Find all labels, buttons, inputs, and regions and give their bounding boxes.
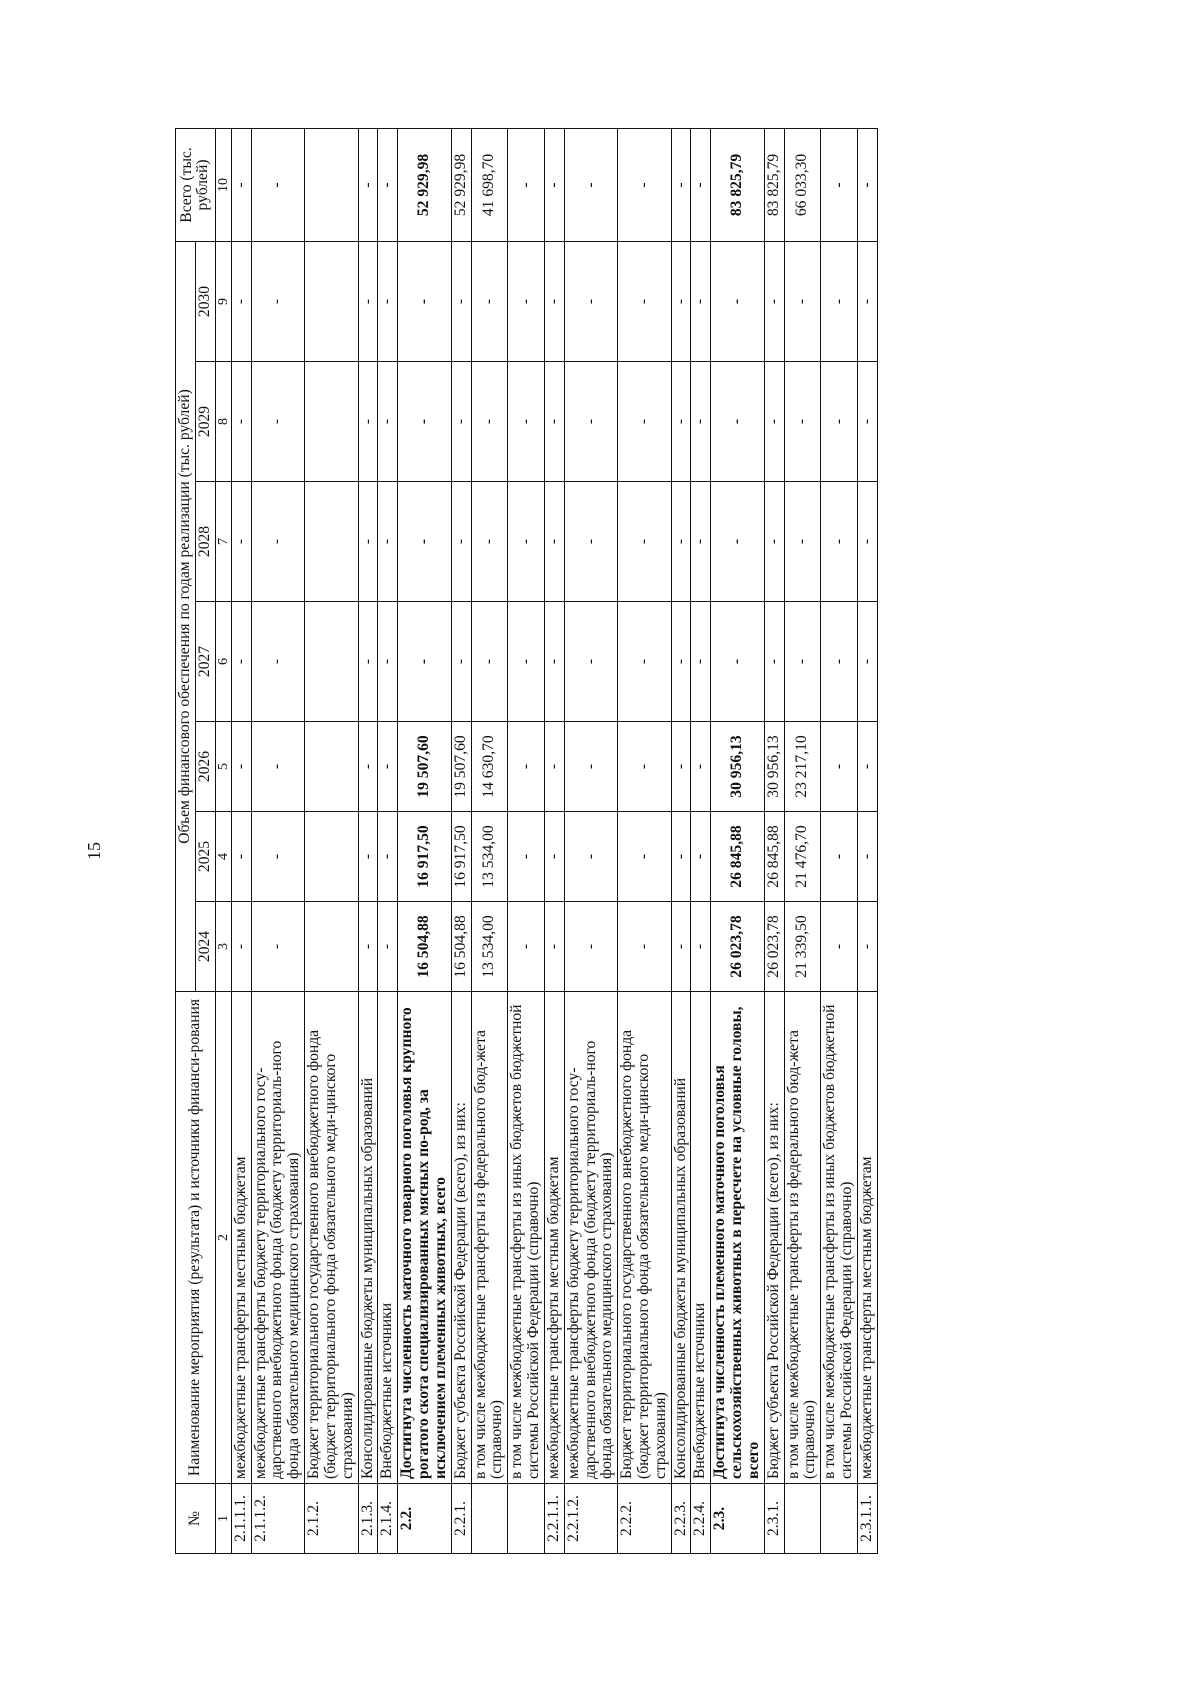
year-value: - [821,902,858,992]
year-value: - [251,482,304,602]
table-row [564,128,617,1553]
year-value: - [784,362,821,482]
table-row [671,128,691,1553]
year-value: - [764,602,784,722]
year-value: - [671,722,691,812]
table-row [378,128,398,1553]
index-cell: 6 [215,602,231,722]
year-value: - [544,362,564,482]
year-value: - [508,482,545,602]
year-value: 30 956,13 [764,722,784,812]
table-row [821,128,858,1553]
year-header: 2030 [195,241,215,361]
year-value: - [508,812,545,902]
total-value [305,128,358,241]
year-value: 21 339,50 [784,902,821,992]
year-value: - [251,602,304,722]
financing-table [175,128,878,1554]
total-value: 83 825,79 [764,128,784,241]
year-value: - [231,902,251,992]
year-value: - [564,362,617,482]
year-value: - [671,602,691,722]
year-value: - [544,241,564,361]
year-value: - [564,241,617,361]
row-number: 2.3.1. [764,1484,784,1554]
year-value: - [544,482,564,602]
year-value: - [471,362,508,482]
year-value: - [857,482,877,602]
row-number: 2.2.1. [451,1484,471,1554]
year-header: 2027 [195,602,215,722]
year-value: - [691,602,711,722]
year-value: - [358,602,378,722]
year-value: - [711,362,764,482]
row-name: в том числе межбюджетные трансферты из федерального бюд-жета (справочно) [471,992,508,1484]
year-value: - [398,241,451,361]
table-row [618,128,671,1553]
year-value: - [564,482,617,602]
row-name: в том числе межбюджетные трансферты из федерального бюд-жета (справочно) [784,992,821,1484]
year-value: - [618,812,671,902]
year-value: - [544,602,564,722]
row-number: 2.1.4. [378,1484,398,1554]
year-value: - [471,482,508,602]
year-header: 2025 [195,812,215,902]
year-value: - [451,602,471,722]
year-value: - [471,602,508,722]
header-row-1 [176,128,196,1553]
row-name: в том числе межбюджетные трансферты из иных бюджетов бюджетной системы Российской Федерации (справочно) [821,992,858,1484]
year-value: - [691,902,711,992]
table-row [358,128,378,1553]
year-value: - [691,241,711,361]
table-row [251,128,304,1553]
year-value: - [471,241,508,361]
year-value: - [618,241,671,361]
index-cell: 2 [215,992,231,1484]
row-name: межбюджетные трансферты бюджету территориального госу-дарственного внебюджетного фонда (бюджету территориаль-ного фонда обязательного медицинского страхования) [564,992,617,1484]
year-value: 19 507,60 [451,722,471,812]
table-row [544,128,564,1553]
year-value: - [451,482,471,602]
year-value: - [378,812,398,902]
year-value: - [618,902,671,992]
year-value: - [764,362,784,482]
year-value: - [857,362,877,482]
year-value [305,362,358,482]
year-value: - [378,482,398,602]
table-row [764,128,784,1553]
year-value: - [544,902,564,992]
year-value: - [671,362,691,482]
year-value: - [618,722,671,812]
table-row [451,128,471,1553]
year-value: - [711,482,764,602]
index-cell: 1 [215,1484,231,1554]
year-header: 2024 [195,902,215,992]
year-value: - [231,241,251,361]
year-value: - [821,482,858,602]
year-value: - [691,812,711,902]
year-value [305,812,358,902]
row-number: 2.3.1.1. [857,1484,877,1554]
year-value: - [251,362,304,482]
year-value: - [764,482,784,602]
year-value: - [398,362,451,482]
year-value: - [784,241,821,361]
total-value: - [618,128,671,241]
year-value: - [378,362,398,482]
total-value: - [231,128,251,241]
year-value: - [544,722,564,812]
col-header-num: № [176,1484,216,1554]
year-value: - [671,482,691,602]
row-number: 2.3. [711,1484,764,1554]
year-value: - [544,812,564,902]
row-number: 2.2. [398,1484,451,1554]
year-header: 2029 [195,362,215,482]
total-value: - [821,128,858,241]
row-name: Внебюджетные источники [378,992,398,1484]
year-value: 16 504,88 [398,902,451,992]
row-name: межбюджетные трансферты бюджету территориального госу-дарственного внебюджетного фонда (бюджету территориаль-ного фонда обязательного медицинского страхования) [251,992,304,1484]
row-name: Бюджет субъекта Российской Федерации (всего), из них: [451,992,471,1484]
row-name: Консолидированные бюджеты муниципальных образований [358,992,378,1484]
total-value: 66 033,30 [784,128,821,241]
year-value: - [821,602,858,722]
year-value: - [231,482,251,602]
total-value: - [857,128,877,241]
table-row [711,128,764,1553]
year-value [305,902,358,992]
year-value: - [764,241,784,361]
year-value [305,482,358,602]
row-name: Бюджет территориального государственного внебюджетного фонда (бюджет территориального фонда обязательного меди-цинского страхования) [618,992,671,1484]
year-value: - [398,602,451,722]
year-value: 13 534,00 [471,902,508,992]
year-value: - [857,602,877,722]
year-value: - [358,482,378,602]
year-header: 2026 [195,722,215,812]
index-cell: 9 [215,241,231,361]
total-value: - [564,128,617,241]
row-number: 2.2.4. [691,1484,711,1554]
year-value: 16 917,50 [451,812,471,902]
row-name: в том числе межбюджетные трансферты из иных бюджетов бюджетной системы Российской Федерации (справочно) [508,992,545,1484]
total-value: 83 825,79 [711,128,764,241]
year-value: 23 217,10 [784,722,821,812]
row-name: межбюджетные трансферты местным бюджетам [544,992,564,1484]
col-header-total: Всего (тыс. рублей) [176,128,216,241]
index-cell: 10 [215,128,231,241]
year-value: - [784,602,821,722]
rotated-table-container [175,129,1065,1554]
year-value: - [378,722,398,812]
total-value: 52 929,98 [398,128,451,241]
year-value: - [508,722,545,812]
year-value: 19 507,60 [398,722,451,812]
year-value: 26 023,78 [711,902,764,992]
year-value: - [564,722,617,812]
year-value: - [378,602,398,722]
year-value: - [358,722,378,812]
year-value [305,241,358,361]
year-value: - [378,902,398,992]
year-value: - [821,722,858,812]
row-number: 2.2.1.2. [564,1484,617,1554]
year-value: - [451,362,471,482]
year-value: - [508,902,545,992]
row-name: Бюджет территориального государственного внебюджетного фонда (бюджет территориального фонда обязательного меди-цинского страхования) [305,992,358,1484]
year-value: - [857,812,877,902]
year-value: - [671,241,691,361]
table-row [857,128,877,1553]
year-value: 26 023,78 [764,902,784,992]
year-value: 26 845,88 [711,812,764,902]
year-value: - [231,362,251,482]
table-row [691,128,711,1553]
year-value: - [618,362,671,482]
row-number: 2.1.2. [305,1484,358,1554]
table-row [508,128,545,1553]
year-value: 14 630,70 [471,722,508,812]
year-value: - [711,602,764,722]
year-value: - [564,812,617,902]
row-number: 2.1.1.2. [251,1484,304,1554]
total-value: - [544,128,564,241]
year-value: - [358,241,378,361]
year-value: - [231,812,251,902]
index-cell: 4 [215,812,231,902]
year-value: - [398,482,451,602]
total-value: - [691,128,711,241]
row-name: Достигнута численность маточного товарного поголовья крупного рогатого скота специализированных мясных по-род, за исключением племенных животных, всего [398,992,451,1484]
year-header: 2028 [195,482,215,602]
year-value: 16 504,88 [451,902,471,992]
year-value: - [618,482,671,602]
table-row [231,128,251,1553]
year-value: - [508,362,545,482]
year-value: - [671,902,691,992]
year-value: - [691,722,711,812]
year-value: - [691,362,711,482]
row-number [784,1484,821,1554]
row-name: межбюджетные трансферты местным бюджетам [231,992,251,1484]
row-name: Внебюджетные источники [691,992,711,1484]
index-cell: 7 [215,482,231,602]
index-cell: 8 [215,362,231,482]
year-value: - [564,602,617,722]
total-value: - [508,128,545,241]
year-value: - [618,602,671,722]
table-row [398,128,451,1553]
year-value: - [821,362,858,482]
year-value: 26 845,88 [764,812,784,902]
row-number [471,1484,508,1554]
row-number: 2.2.2. [618,1484,671,1554]
year-value: - [231,722,251,812]
year-value: - [671,812,691,902]
year-value: - [251,241,304,361]
table-body [231,128,877,1553]
year-value: 30 956,13 [711,722,764,812]
page-number: 15 [84,842,104,860]
total-value: - [358,128,378,241]
year-value: 21 476,70 [784,812,821,902]
year-value: - [378,241,398,361]
year-value: - [508,602,545,722]
year-value: - [711,241,764,361]
year-value: - [784,482,821,602]
row-number [821,1484,858,1554]
year-value: - [857,722,877,812]
year-value: - [358,362,378,482]
year-value: 16 917,50 [398,812,451,902]
total-value: 41 698,70 [471,128,508,241]
total-value: 52 929,98 [451,128,471,241]
total-value: - [671,128,691,241]
year-value [305,722,358,812]
year-value: - [857,241,877,361]
year-value: - [231,602,251,722]
index-cell: 3 [215,902,231,992]
row-name: Достигнута численность племенного маточного поголовья сельскохозяйственных животных в пересчете на условные головы, всего [711,992,764,1484]
row-name: Консолидированные бюджеты муниципальных образований [671,992,691,1484]
header-index-row [215,128,231,1553]
row-number: 2.1.1.1. [231,1484,251,1554]
row-name: межбюджетные трансферты местным бюджетам [857,992,877,1484]
year-value: - [564,902,617,992]
year-value: - [508,241,545,361]
row-number: 2.1.3. [358,1484,378,1554]
year-value: - [451,241,471,361]
year-value: - [821,812,858,902]
year-value [305,602,358,722]
row-number [508,1484,545,1554]
table-row [784,128,821,1553]
year-value: - [251,812,304,902]
year-value: 13 534,00 [471,812,508,902]
total-value: - [251,128,304,241]
row-name: Бюджет субъекта Российской Федерации (всего), из них: [764,992,784,1484]
year-value: - [358,812,378,902]
total-value: - [378,128,398,241]
year-value: - [358,902,378,992]
year-value: - [691,482,711,602]
index-cell: 5 [215,722,231,812]
year-value: - [821,241,858,361]
col-header-name: Наименование мероприятия (результата) и источники финанси-рования [176,992,216,1484]
col-header-group: Объем финансового обеспечения по годам реализации (тыс. рублей) [176,241,196,991]
table-row [305,128,358,1553]
row-number: 2.2.3. [671,1484,691,1554]
year-value: - [251,722,304,812]
table-row [471,128,508,1553]
year-value: - [251,902,304,992]
row-number: 2.2.1.1. [544,1484,564,1554]
year-value: - [857,902,877,992]
